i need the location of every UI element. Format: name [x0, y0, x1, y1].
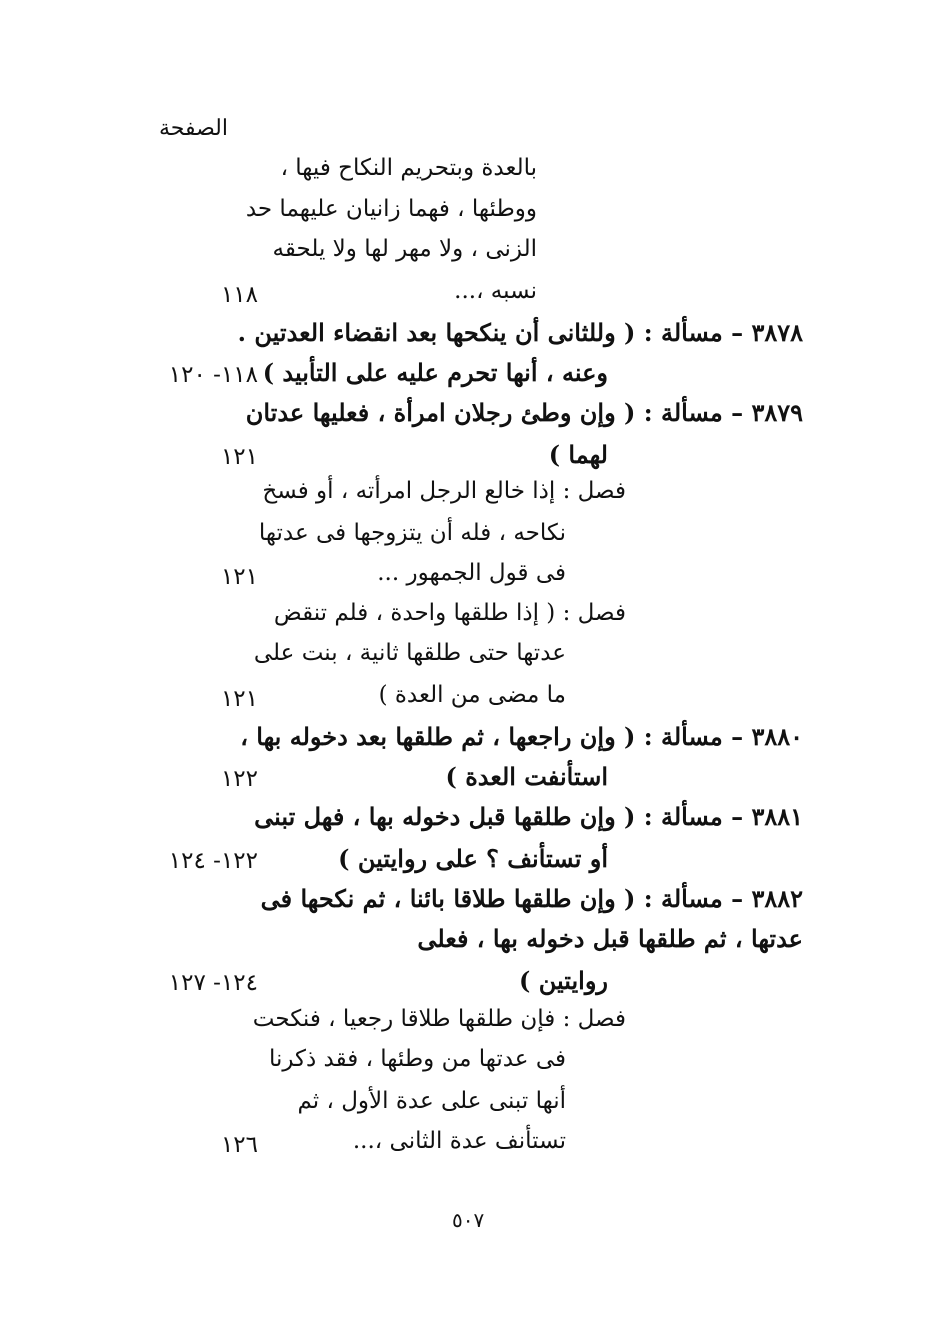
entry-line: أنها تبنى على عدة الأول ، ثم [297, 1088, 566, 1114]
entry-line-bold: عدتها ، ثم طلقها قبل دخوله بها ، فعلى [417, 924, 803, 953]
entry-line: فصل : ( إذا طلقها واحدة ، فلم تنقض [273, 600, 626, 626]
entry-line: فى قول الجمهور ... [377, 560, 566, 586]
page-number: ٥٠٧ [452, 1208, 485, 1232]
page-column-header: الصفحة [158, 116, 228, 141]
page-reference: ١١٨ [220, 282, 258, 308]
entry-line-bold: أو تستأنف ؟ على روايتين ) [338, 844, 608, 873]
entry-line: فى عدتها من وطئها ، فقد ذكرنا [268, 1046, 566, 1072]
entry-line-bold: ٣٨٨٢ – مسألة : ( وإن طلقها طلاقا بائنا ، ثم نكحها فى [260, 884, 803, 913]
entry-line-bold: ٣٨٧٩ – مسألة : ( وإن وطئ رجلان امرأة ، فعليها عدتان [245, 398, 803, 427]
entry-line-bold: ٣٨٧٨ – مسألة : ( وللثانى أن ينكحها بعد انقضاء العدتين . [237, 318, 803, 347]
entry-line-bold: لهما ) [548, 440, 608, 469]
entry-line: عدتها حتى طلقها ثانية ، بنت على [253, 640, 566, 666]
entry-line: ووطئها ، فهما زانيان عليهما حد [245, 196, 537, 222]
entry-line-bold: ٣٨٨١ – مسألة : ( وإن طلقها قبل دخوله بها ، فهل تبنى [254, 802, 803, 831]
page-reference: ١٢٢- ١٢٤ [168, 848, 258, 874]
page-reference: ١٢٦ [220, 1132, 258, 1158]
entry-line: الزنى ، ولا مهر لها ولا يلحقه [272, 236, 537, 262]
entry-line: فصل : فإن طلقها طلاقا رجعيا ، فنكحت [252, 1006, 626, 1032]
entry-line: بالعدة وبتحريم النكاح فيها ، [280, 155, 537, 181]
page-reference: ١١٨- ١٢٠ [168, 362, 258, 388]
entry-line-bold: وعنه ، أنها تحرم عليه على التأبيد ) [262, 358, 608, 387]
entry-line-bold: ٣٨٨٠ – مسألة : ( وإن راجعها ، ثم طلقها بعد دخوله بها ، [240, 722, 803, 751]
entry-line-bold: روايتين ) [519, 966, 608, 995]
page-reference: ١٢١ [220, 564, 258, 590]
entry-line: فصل : إذا خالع الرجل امرأته ، أو فسخ [262, 478, 626, 504]
page-reference: ١٢١ [220, 444, 258, 470]
entry-line: تستأنف عدة الثانى ،... [352, 1128, 566, 1154]
entry-line: نسبه ،... [454, 278, 537, 304]
entry-line: نكاحه ، فله أن يتزوجها فى عدتها [258, 520, 566, 546]
entry-line-bold: استأنفت العدة ) [445, 762, 608, 791]
page-reference: ١٢٤- ١٢٧ [168, 970, 258, 996]
page-reference: ١٢٢ [220, 766, 258, 792]
page-reference: ١٢١ [220, 686, 258, 712]
entry-line: ما مضى من العدة ) [378, 682, 566, 708]
